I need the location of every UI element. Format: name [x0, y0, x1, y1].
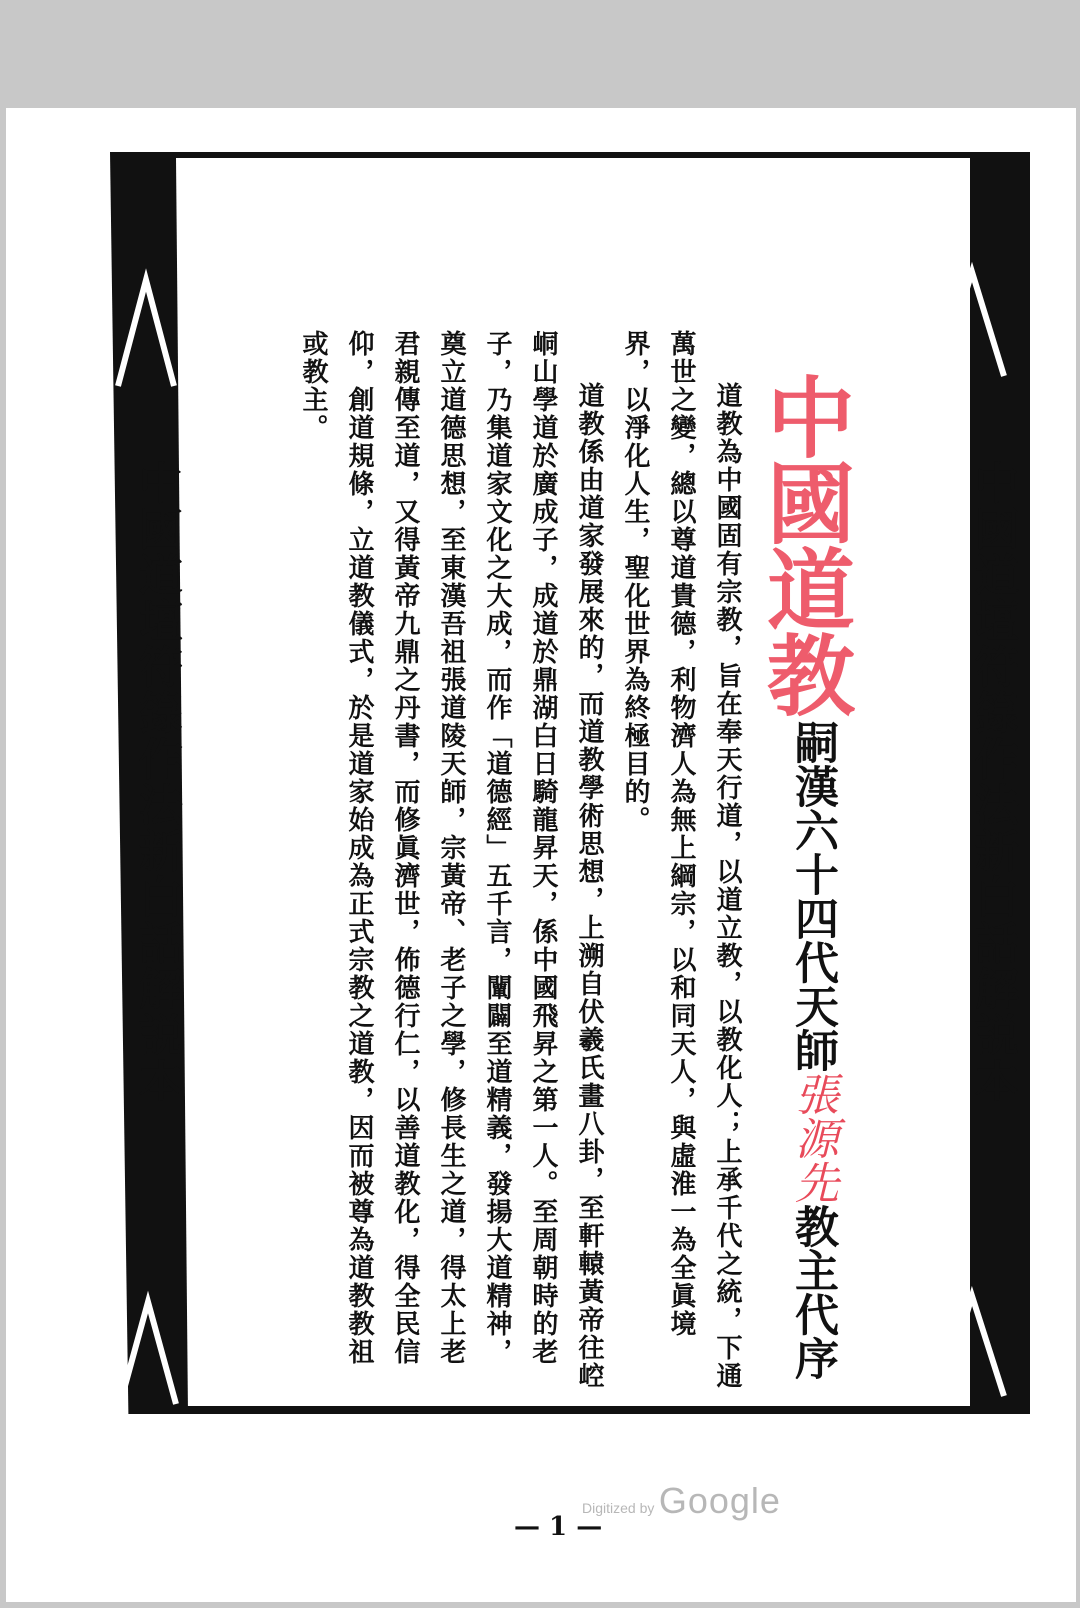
google-watermark [582, 1480, 781, 1522]
book-title-right: 中國道壇符籙作法新白話解説本 [967, 460, 1018, 1104]
author-suffix: 教主代序 [787, 1204, 838, 1380]
author-title: 嗣漢六十四代天師 [787, 720, 838, 1072]
paragraph-1: 道教為中國固有宗教，旨在奉天行道，以道立教，以教化人；上承千代之統，下通萬世之變，總以尊道貴德，利物濟人為無上綱宗，以和同天人，與虛淮一為全眞境界，以淨化人生，聖化世界為終極目的。 [620, 330, 742, 1390]
watermark-digitized: Digitized by [582, 1500, 655, 1516]
red-stamp: 中國道教 [753, 372, 856, 716]
page-number: — 1 — [514, 1512, 603, 1542]
paragraph-2: 道教係由道家發展來的，而道教學術思想，上溯自伏羲氏畫八卦，至軒轅黃帝往崆峒山學道於廣成子，成道於鼎湖白日騎龍昇天，係中國飛昇之第一人。至周朝時的老子，乃集道家文化之大成，而作「道德經」五千言，闡闢至道精義，發揚大道精神，奠立道德思想，至東漢吾祖張道陵天師，宗黃帝、老子之學，修長生之道，得太上老君親傳至道，又得黃帝九鼎之丹書，而修眞濟世，佈德行仁，以善道教化，得全民信仰，創道規條，立道教儀式，於是道家始成為正式宗教之道教，因而被尊為道教教祖或教主。 [298, 330, 604, 1390]
author-signature: 張源先 [787, 1072, 838, 1204]
author-line [780, 720, 844, 1400]
watermark-google: Google [658, 1480, 781, 1521]
book-title-left: 中國道壇符籙作法新白話解説本 [131, 460, 182, 1104]
preface-body [290, 330, 750, 1390]
